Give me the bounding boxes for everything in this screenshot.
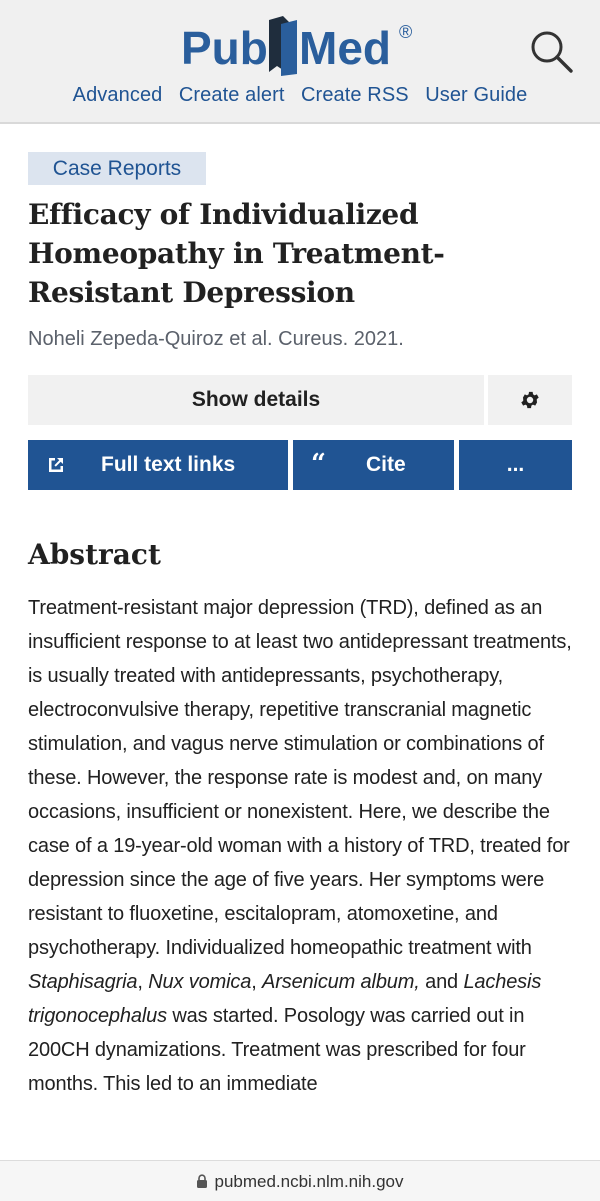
authors-citation-line[interactable]: Noheli Zepeda-Quiroz et al. Cureus. 2021.: [28, 328, 404, 350]
pubmed-logo[interactable]: [181, 14, 421, 82]
logo-text-pub: Pub: [181, 22, 268, 74]
url-display[interactable]: [0, 1172, 600, 1192]
abstract-text: [28, 591, 573, 1101]
abstract-separator: and: [419, 971, 464, 993]
browser-address-bar[interactable]: [0, 1160, 600, 1201]
url-text: pubmed.ncbi.nlm.nih.gov: [214, 1172, 404, 1191]
publication-type-badge[interactable]: Case Reports: [28, 152, 206, 185]
abstract-text-part: Treatment-resistant major depression (TRD), defined as an insufficient response to at least two antidepressant treatments, is usually treated with antidepressants, psychotherapy, electroconvulsive therapy, repetitive transcranial magnetic stimulation, and vagus nerve stimulation or combinations of these. However, the response rate is modest and, on many occasions, insufficient or nonexistent. Here, we describe the case of a 19-year-old woman with a history of TRD, treated for depression since the age of five years. Her symptoms were resistant to fluoxetine, escitalopram, atomoxetine, and psychotherapy. Individualized homeopathic treatment with: [28, 597, 572, 959]
remedy-arsenicum-album: Arsenicum album,: [262, 971, 420, 993]
quote-icon: “: [311, 449, 326, 479]
site-header: [0, 0, 600, 124]
full-text-links-button[interactable]: [28, 440, 288, 490]
search-button[interactable]: [527, 28, 575, 76]
nav-user-guide-link[interactable]: User Guide: [425, 84, 528, 106]
full-text-links-label: Full text links: [101, 453, 236, 476]
header-nav: [0, 84, 600, 107]
nav-create-rss-link[interactable]: Create RSS: [301, 84, 409, 106]
abstract-text-part: was started. Posology was carried out in 200CH dynamizations. Treatment was prescribed for four months. This led to an immediate: [28, 1005, 526, 1095]
lock-icon: [196, 1174, 208, 1189]
remedy-staphisagria: Staphisagria: [28, 971, 138, 993]
cite-label: Cite: [366, 453, 406, 476]
abstract-separator: ,: [251, 971, 263, 993]
registered-mark: ®: [399, 22, 413, 42]
nav-create-alert-link[interactable]: Create alert: [178, 84, 285, 106]
show-details-button[interactable]: Show details: [28, 375, 484, 425]
remedy-nux-vomica: Nux vomica: [148, 971, 252, 993]
more-actions-label: ...: [506, 453, 525, 476]
abstract-separator: ,: [137, 971, 149, 993]
nav-advanced-link[interactable]: Advanced: [72, 84, 163, 106]
cite-button[interactable]: [293, 440, 454, 490]
article-title: Efficacy of Individualized Homeopathy in Treatment-Resistant Depression: [28, 198, 445, 309]
more-actions-button[interactable]: [459, 440, 572, 490]
remedy-lachesis: Lachesis trigonocephalus: [28, 971, 542, 1027]
external-link-icon: [46, 455, 66, 475]
logo-text-med: Med: [299, 22, 391, 74]
abstract-heading: Abstract: [28, 538, 161, 571]
gear-icon: [519, 389, 541, 411]
display-settings-button[interactable]: [488, 375, 572, 425]
search-icon: [527, 28, 575, 76]
